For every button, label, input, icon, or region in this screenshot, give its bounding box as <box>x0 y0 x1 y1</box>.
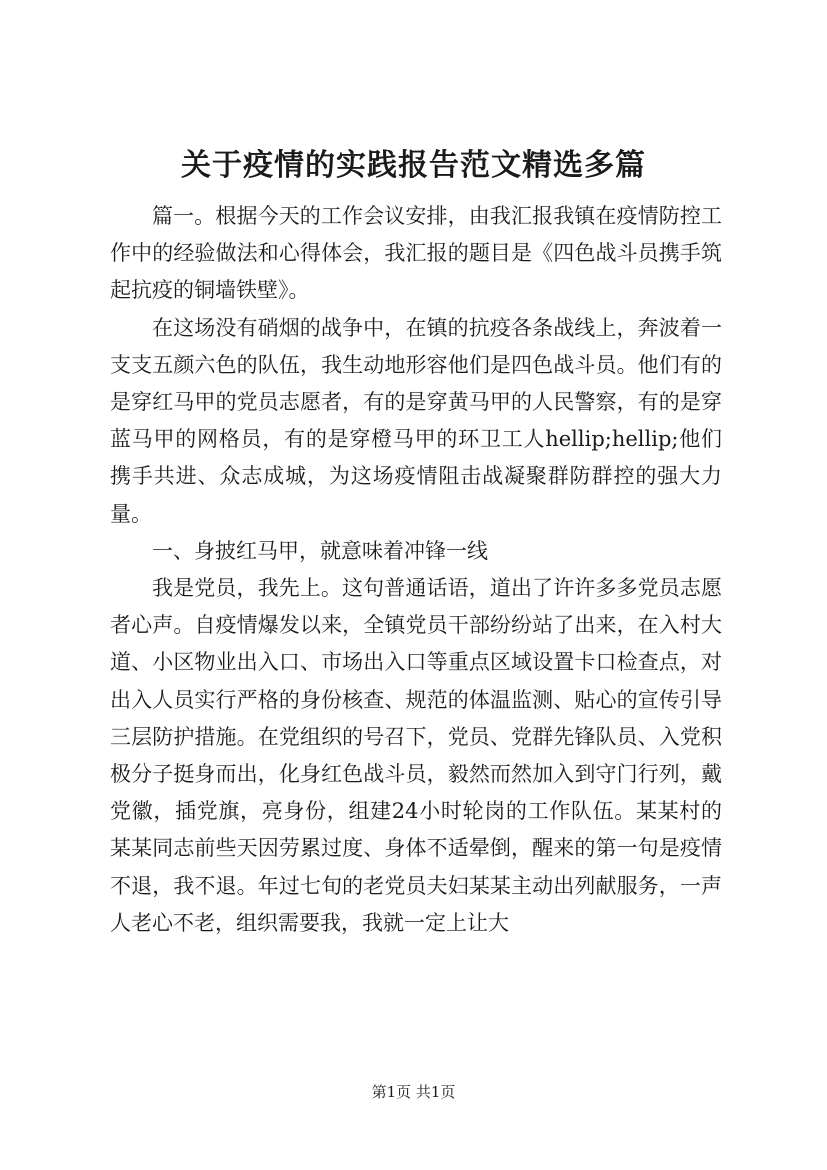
document-title: 关于疫情的实践报告范文精选多篇 <box>181 148 646 183</box>
document-body <box>110 198 722 942</box>
paragraph-intro: 篇一。根据今天的工作会议安排，由我汇报我镇在疫情防控工作中的经验做法和心得体会，我汇报的题目是《四色战斗员携手筑起抗疫的铜墙铁壁》。 <box>110 204 722 303</box>
section-heading-red-vest: 一、身披红马甲，就意味着冲锋一线 <box>152 538 488 563</box>
paragraph-party-members: 我是党员，我先上。这句普通话语，道出了许许多多党员志愿者心声。自疫情爆发以来，全镇党员干部纷纷站了出来，在入村大道、小区物业出入口、市场出入口等重点区域设置卡口检查点，对出入人员实行严格的身份核查、规范的体温监测、贴心的宣传引导三层防护措施。在党组织的号召下，党员、党群先锋队员、入党积极分子挺身而出，化身红色战斗员，毅然而然加入到守门行列，戴党徽，插党旗，亮身份，组建24小时轮岗的工作队伍。某某村的某某同志前些天因劳累过度、身体不适晕倒，醒来的第一句是疫情不退，我不退。年过七旬的老党员夫妇某某主动出列献服务，一声人老心不老，组织需要我，我就一定上让大 <box>110 576 722 935</box>
page-number-footer: 第1页 共1页 <box>371 1083 456 1101</box>
paragraph-four-colors: 在这场没有硝烟的战争中，在镇的抗疫各条战线上，奔波着一支支五颜六色的队伍，我生动地形容他们是四色战斗员。他们有的是穿红马甲的党员志愿者，有的是穿黄马甲的人民警察，有的是穿蓝马甲的网格员，有的是穿橙马甲的环卫工人hellip;hellip;他们携手共进、众志成城，为这场疫情阻击战凝聚群防群控的强大力量。 <box>110 315 722 526</box>
